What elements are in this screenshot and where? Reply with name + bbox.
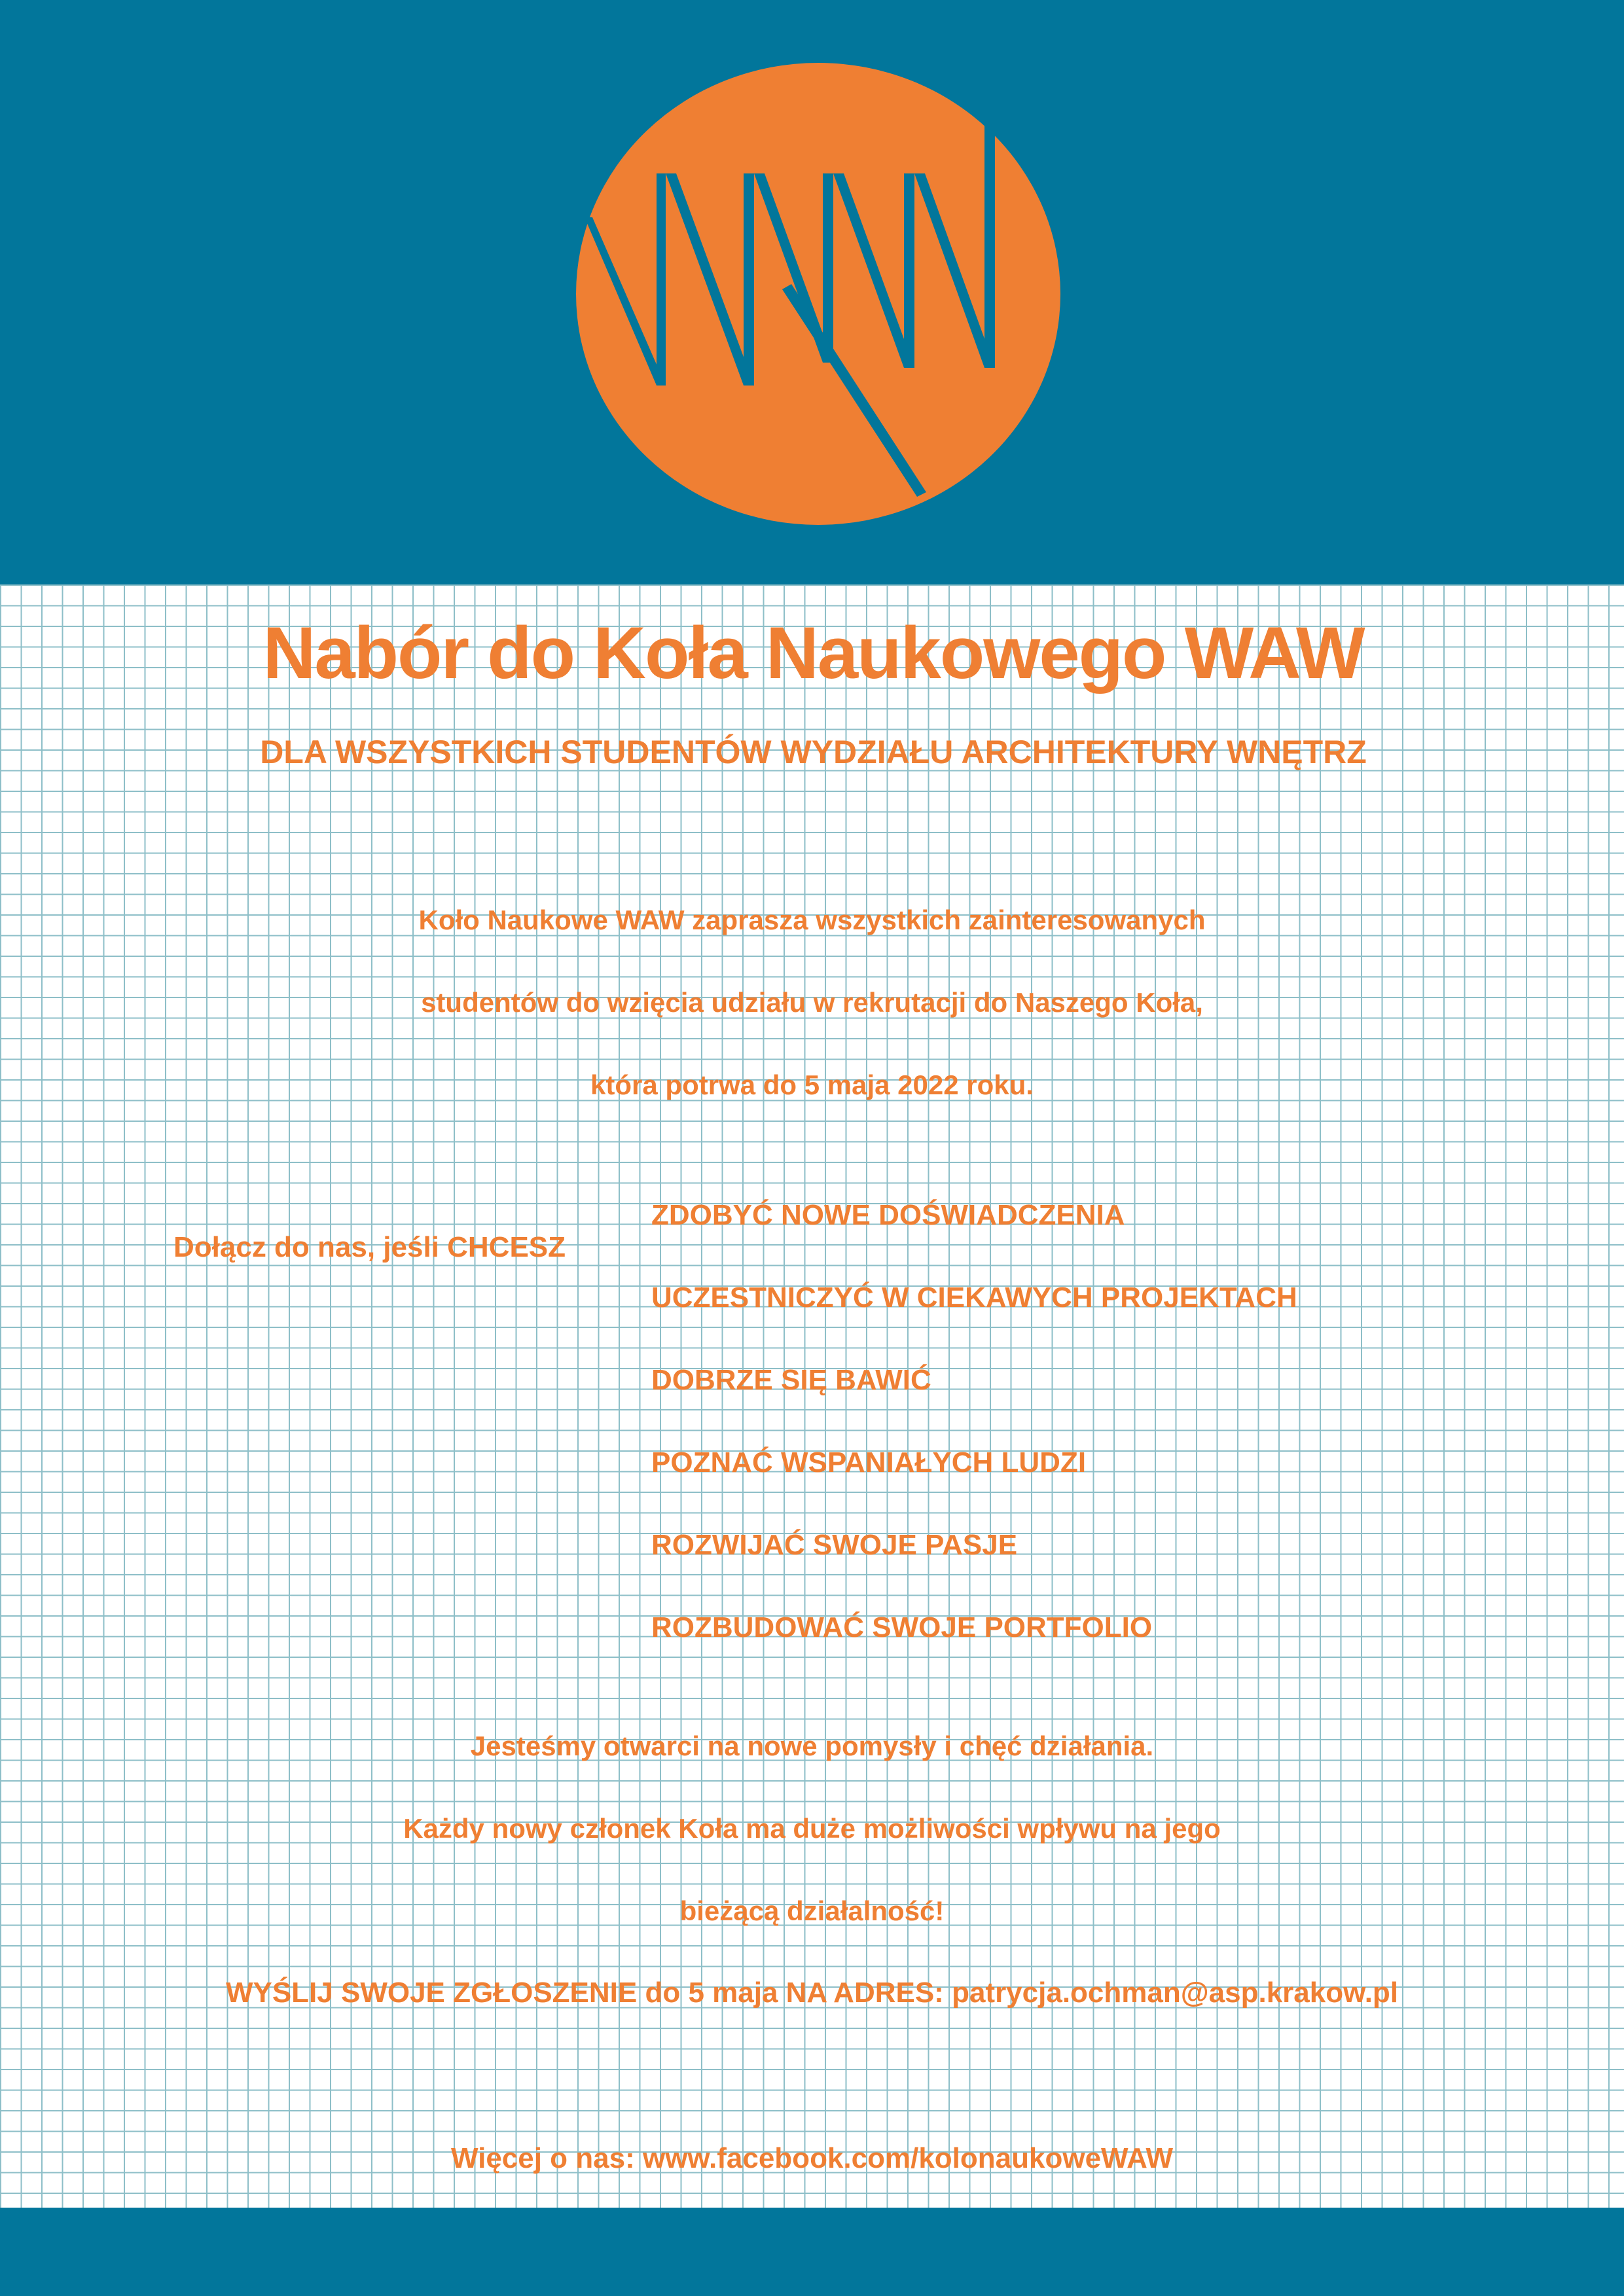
more-info-link: Więcej o nas: www.facebook.com/kolonaukoweWAW: [450, 2142, 1174, 2174]
outro-line-3: bieżącą działalność!: [679, 1895, 945, 1926]
page-subtitle: DLA WSZYSTKICH STUDENTÓW WYDZIAŁU ARCHITEKTURY WNĘTRZ: [260, 734, 1367, 770]
benefit-item: ROZWIJAĆ SWOJE PASJE: [651, 1529, 1018, 1561]
benefit-item: UCZESTNICZYĆ W CIEKAWYCH PROJEKTACH: [651, 1282, 1297, 1314]
benefit-item: ROZBUDOWAĆ SWOJE PORTFOLIO: [651, 1611, 1153, 1643]
join-label: Dołącz do nas, jeśli CHCESZ: [173, 1231, 566, 1263]
benefit-item: ZDOBYĆ NOWE DOŚWIADCZENIA: [651, 1199, 1125, 1231]
application-info: WYŚLIJ SWOJE ZGŁOSZENIE do 5 maja NA ADRES: patrycja.ochman@asp.krakow.pl: [225, 1977, 1399, 2009]
page-title: Nabór do Koła Naukowego WAW: [262, 612, 1364, 694]
outro-line-2: Każdy nowy członek Koła ma duże możliwości wpływu na jego: [403, 1813, 1221, 1844]
intro-line-2: studentów do wzięcia udziału w rekrutacji do Naszego Koła,: [421, 987, 1203, 1018]
benefit-item: DOBRZE SIĘ BAWIĆ: [651, 1364, 931, 1396]
intro-line-3: która potrwa do 5 maja 2022 roku.: [590, 1069, 1034, 1100]
outro-line-1: Jesteśmy otwarci na nowe pomysły i chęć działania.: [470, 1731, 1154, 1761]
footer-band: [0, 2208, 1624, 2296]
waw-logo-icon: [573, 54, 1064, 525]
intro-line-1: Koło Naukowe WAW zaprasza wszystkich zainteresowanych: [418, 905, 1206, 935]
benefit-item: POZNAĆ WSPANIAŁYCH LUDZI: [651, 1446, 1087, 1479]
